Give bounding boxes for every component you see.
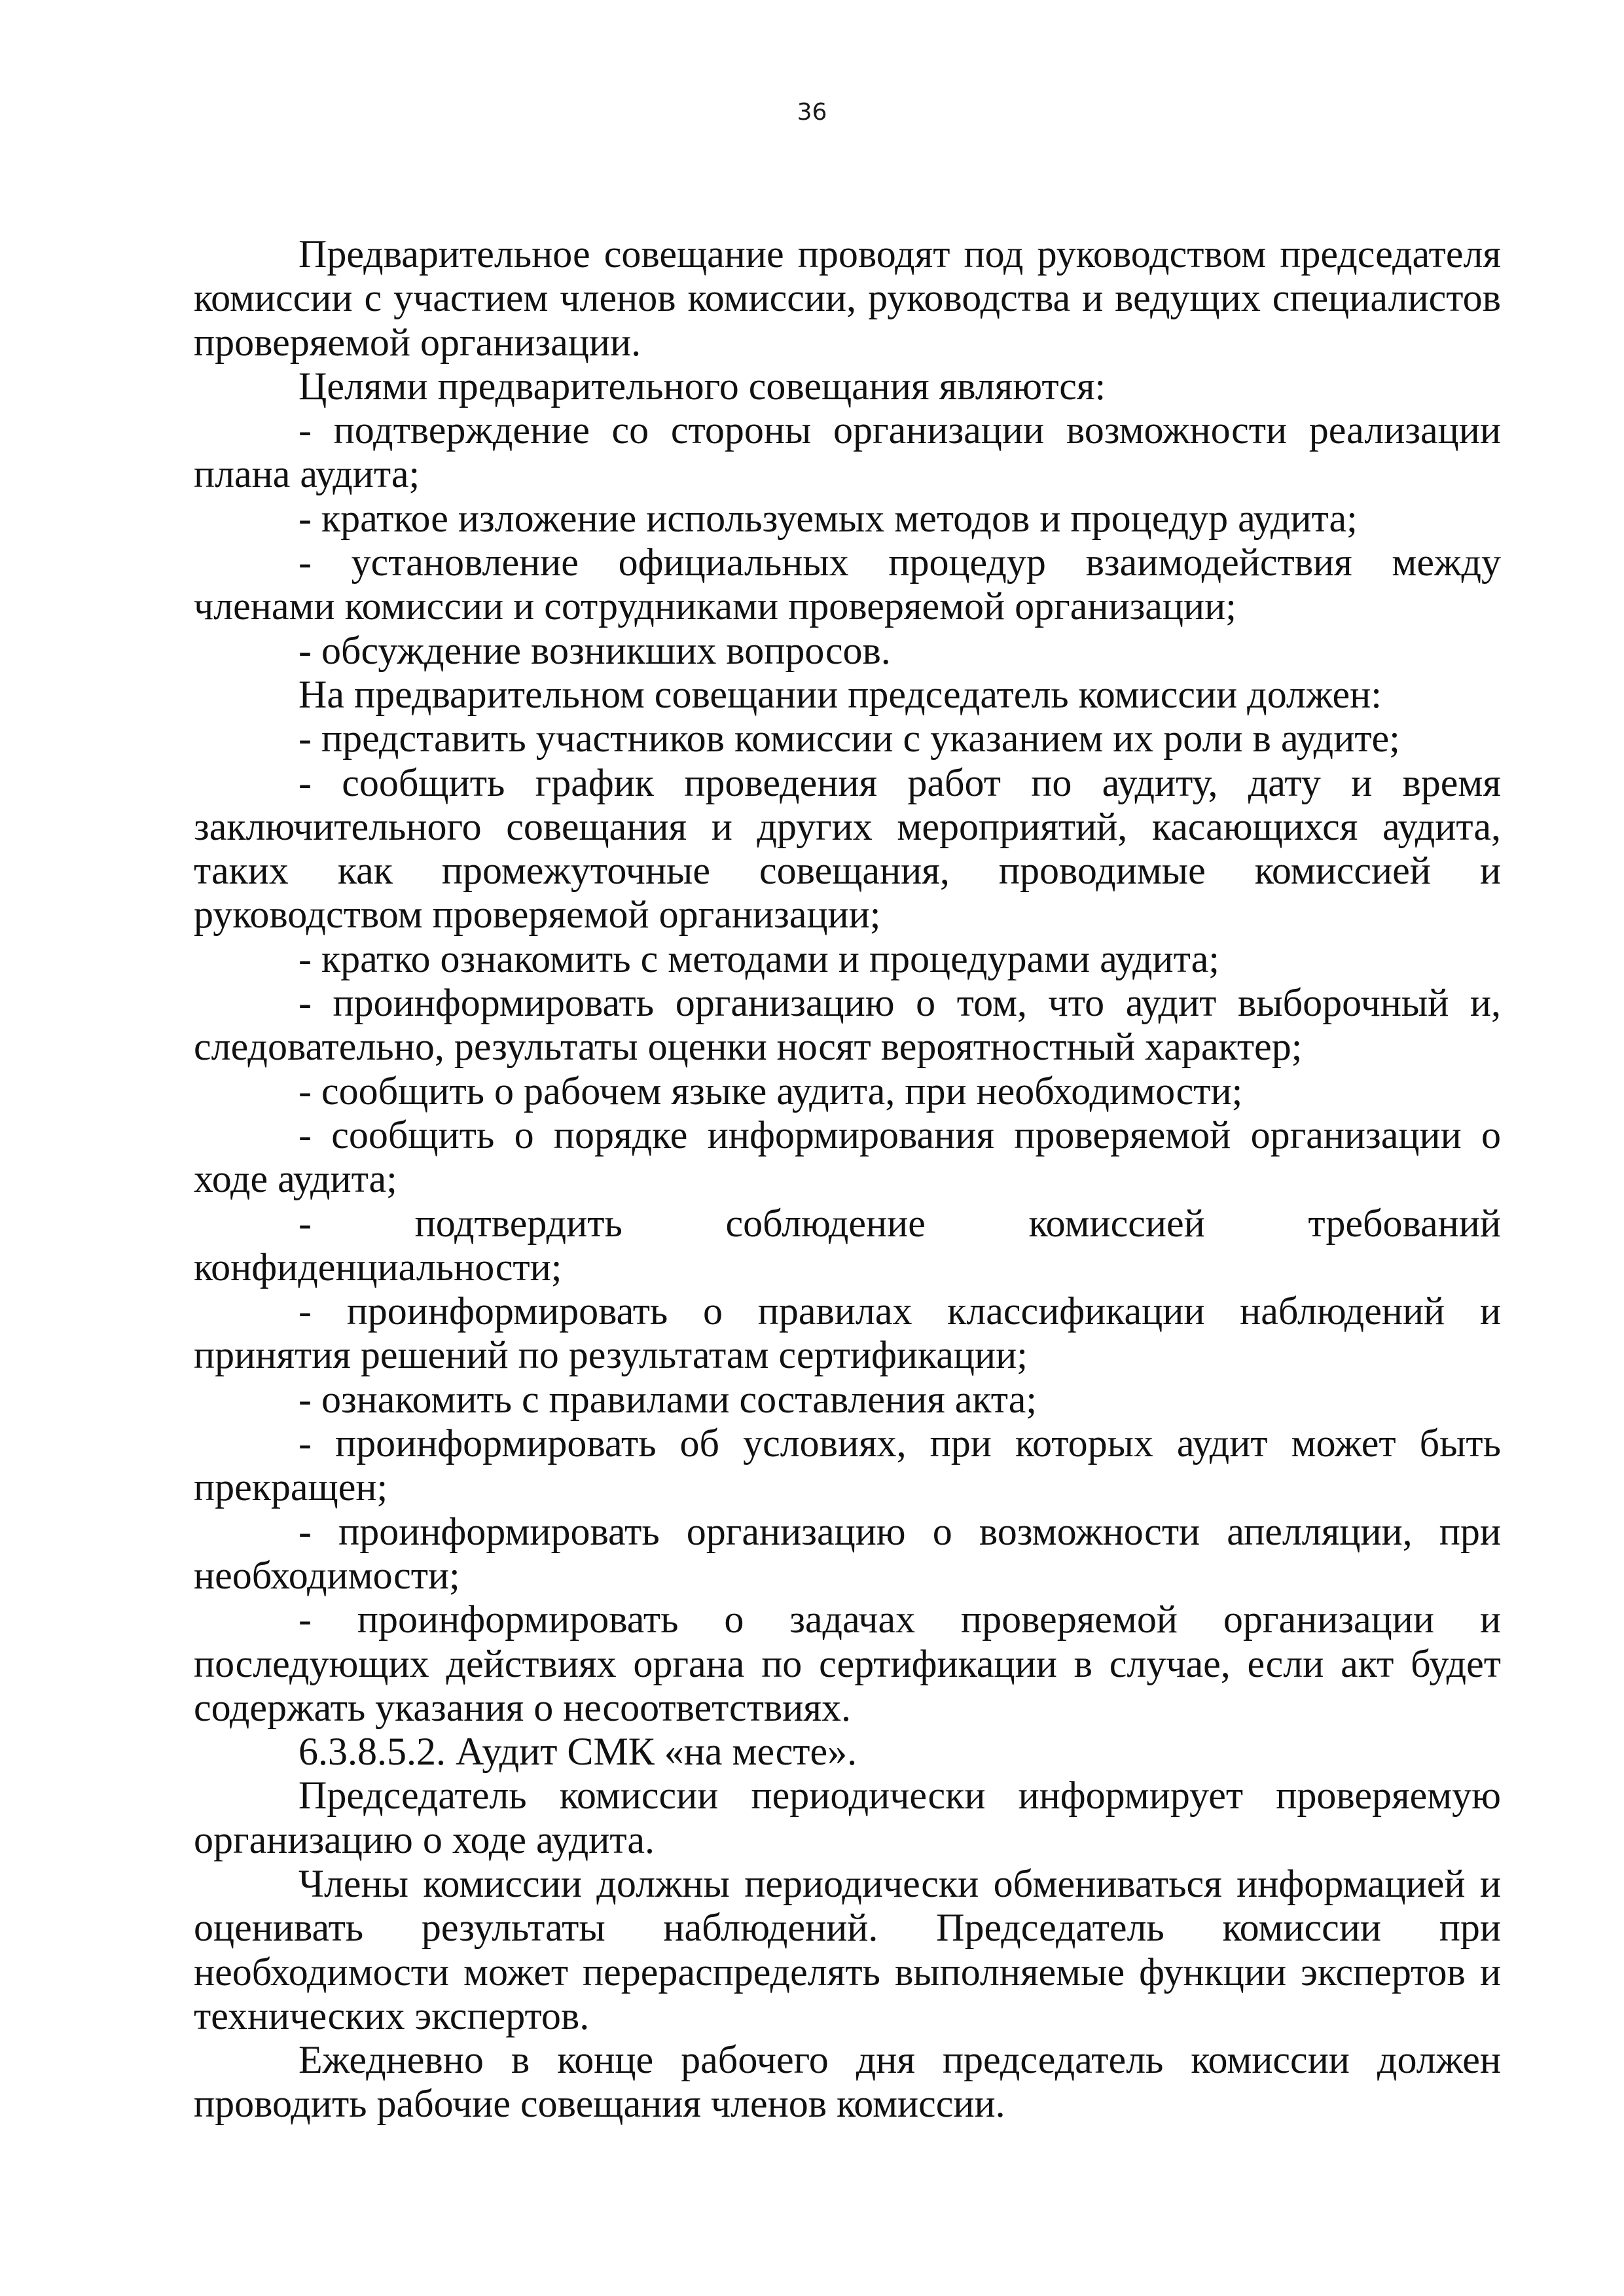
list-item: - подтверждение со стороны организации возможности реализации плана аудита; — [194, 408, 1501, 496]
list-item: - представить участников комиссии с указанием их роли в аудите; — [298, 717, 1400, 761]
list-item: - проинформировать о правилах классификации наблюдений и принятия решений по результатам сертификации; — [194, 1289, 1501, 1377]
page-number: 36 — [797, 99, 827, 126]
list-item: - проинформировать организацию о возможности апелляции, при необходимости; — [194, 1509, 1501, 1597]
list-item: - сообщить график проведения работ по аудиту, дату и время заключительного совещания и других мероприятий, касающихся аудита, таких как промежуточные совещания, проводимые комиссией и руководством проверяемой организации; — [194, 761, 1501, 937]
paragraph: Целями предварительного совещания являются: — [298, 364, 1106, 408]
section-heading: 6.3.8.5.2. Аудит СМК «на месте». — [298, 1730, 857, 1774]
paragraph: На предварительном совещании председатель комиссии должен: — [298, 672, 1382, 716]
list-item: - проинформировать об условиях, при которых аудит может быть прекращен; — [194, 1422, 1501, 1509]
list-item: - подтвердить соблюдение комиссией требований конфиденциальности; — [194, 1201, 1501, 1289]
document-body — [194, 232, 1501, 2126]
paragraph: Члены комиссии должны периодически обмениваться информацией и оценивать результаты наблюдений. Председатель комиссии при необходимости может перераспределять выполняемые функции экспертов и технических экспертов. — [194, 1861, 1501, 2037]
list-item: - кратко ознакомить с методами и процедурами аудита; — [298, 937, 1219, 980]
list-item: - установление официальных процедур взаимодействия между членами комиссии и сотрудниками проверяемой организации; — [194, 541, 1501, 628]
list-item: - сообщить о рабочем языке аудита, при необходимости; — [298, 1069, 1243, 1113]
paragraph: Предварительное совещание проводят под руководством председателя комиссии с участием членов комиссии, руководства и ведущих специалистов проверяемой организации. — [194, 232, 1501, 364]
list-item: - краткое изложение используемых методов и процедур аудита; — [298, 496, 1358, 540]
list-item: - обсуждение возникших вопросов. — [298, 628, 891, 672]
list-item: - проинформировать о задачах проверяемой организации и последующих действиях органа по сертификации в случае, если акт будет содержать указания о несоответствиях. — [194, 1598, 1501, 1729]
paragraph: Председатель комиссии периодически информирует проверяемую организацию о ходе аудита. — [194, 1774, 1501, 1861]
list-item: - ознакомить с правилами составления акта; — [298, 1377, 1038, 1421]
paragraph: Ежедневно в конце рабочего дня председатель комиссии должен проводить рабочие совещания членов комиссии. — [194, 2038, 1501, 2126]
list-item: - сообщить о порядке информирования проверяемой организации о ходе аудита; — [194, 1113, 1501, 1201]
list-item: - проинформировать организацию о том, что аудит выборочный и, следовательно, результаты оценки носят вероятностный характер; — [194, 981, 1501, 1069]
